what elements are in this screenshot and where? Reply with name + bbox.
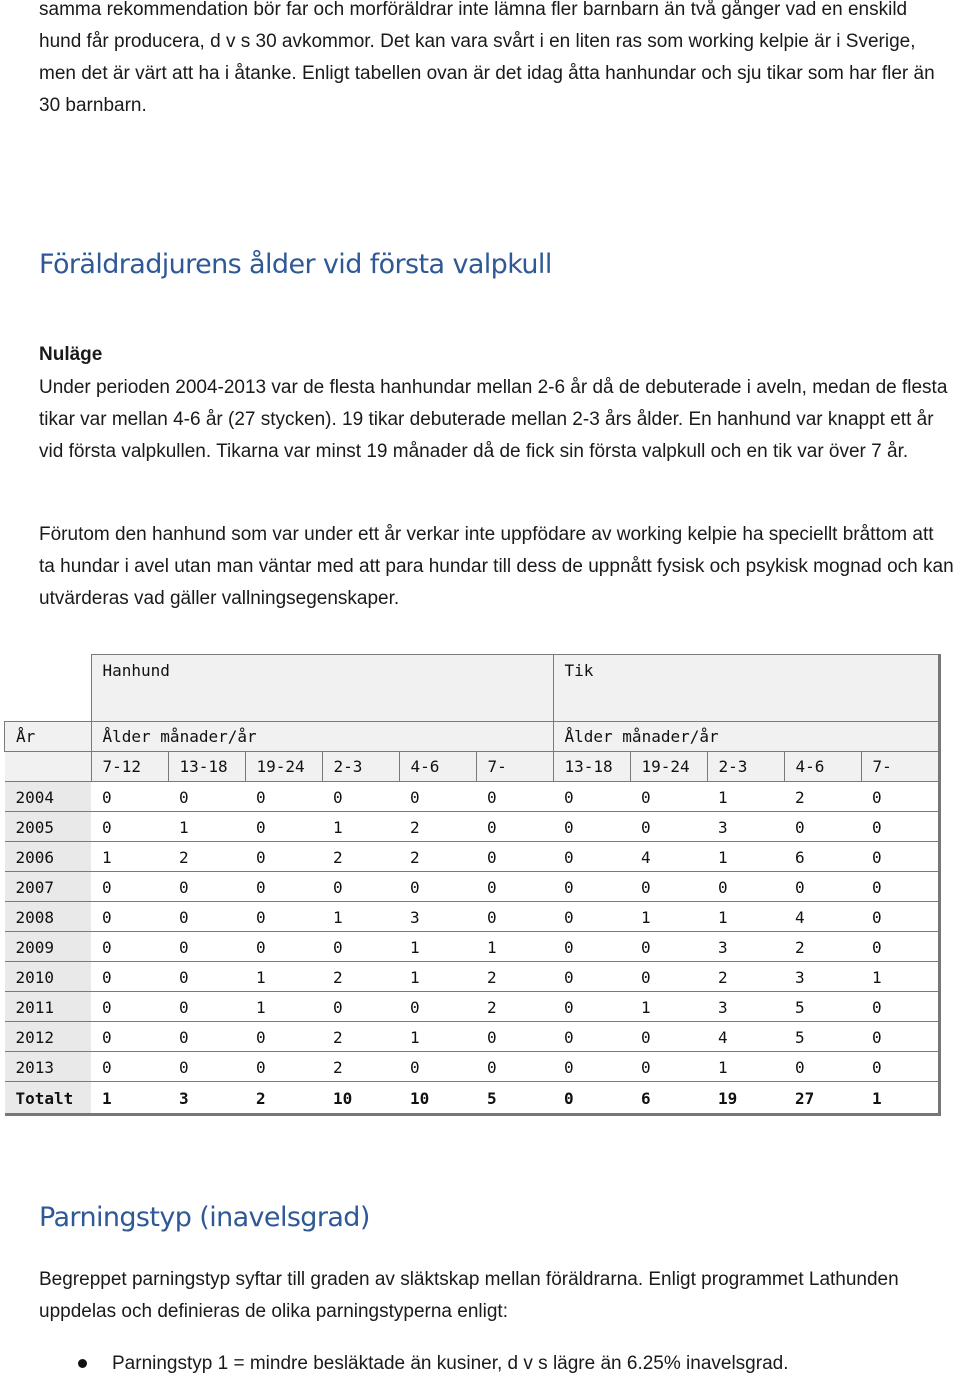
value-cell: 2	[168, 842, 245, 872]
total-cell: 27	[784, 1082, 861, 1115]
value-cell: 1	[707, 842, 784, 872]
value-cell: 1	[399, 1022, 476, 1052]
value-cell: 0	[784, 872, 861, 902]
section-heading-mating-type: Parningstyp (inavelsgrad)	[39, 1202, 370, 1233]
value-cell: 0	[399, 782, 476, 812]
value-cell: 0	[476, 1052, 553, 1082]
age-at-first-litter-table	[4, 654, 941, 1116]
value-cell: 2	[784, 932, 861, 962]
value-cell: 3	[707, 812, 784, 842]
value-cell: 0	[630, 812, 707, 842]
value-cell: 0	[245, 1022, 322, 1052]
value-cell: 0	[91, 1052, 168, 1082]
tik-age-band: 4-6	[784, 752, 861, 782]
value-cell: 0	[476, 812, 553, 842]
year-cell: 2011	[5, 992, 92, 1022]
year-cell: 2007	[5, 872, 92, 902]
year-cell: 2013	[5, 1052, 92, 1082]
value-cell: 0	[553, 1052, 630, 1082]
value-cell: 0	[91, 932, 168, 962]
total-cell: 3	[168, 1082, 245, 1115]
section-heading-parent-age: Föräldradjurens ålder vid första valpkull	[39, 249, 552, 280]
value-cell: 4	[707, 1022, 784, 1052]
value-cell: 2	[399, 842, 476, 872]
tik-age-band: 19-24	[630, 752, 707, 782]
value-cell: 1	[399, 932, 476, 962]
value-cell: 0	[91, 902, 168, 932]
paragraph-breeding-maturity: Förutom den hanhund som var under ett år verkar inte uppfödare av working kelpie ha speciellt bråttom att ta hundar i avel utan man väntar med att para hundar till dess de uppnått fysisk och psykisk mognad och kan utvärderas vad gäller vallningsegenskaper.	[39, 524, 954, 609]
value-cell: 0	[861, 1022, 939, 1052]
value-cell: 0	[784, 812, 861, 842]
total-cell: 1	[91, 1082, 168, 1115]
value-cell: 1	[707, 902, 784, 932]
table-row	[5, 812, 940, 842]
value-cell: 1	[861, 962, 939, 992]
value-cell: 0	[91, 992, 168, 1022]
value-cell: 0	[553, 992, 630, 1022]
value-cell: 0	[553, 812, 630, 842]
tik-age-band: 13-18	[553, 752, 630, 782]
value-cell: 0	[476, 902, 553, 932]
value-cell: 0	[861, 902, 939, 932]
value-cell: 0	[476, 842, 553, 872]
value-cell: 0	[399, 1052, 476, 1082]
value-cell: 0	[476, 782, 553, 812]
value-cell: 0	[168, 782, 245, 812]
table-total-row	[5, 1082, 940, 1115]
value-cell: 0	[553, 842, 630, 872]
value-cell: 0	[553, 1022, 630, 1052]
value-cell: 0	[630, 932, 707, 962]
value-cell: 0	[553, 962, 630, 992]
value-cell: 0	[91, 812, 168, 842]
tik-age-band: 2-3	[707, 752, 784, 782]
value-cell: 0	[168, 1052, 245, 1082]
value-cell: 2	[322, 962, 399, 992]
intro-paragraph: samma rekommendation bör far och morföräldrar inte lämna fler barnbarn än två gånger vad en enskild hund får producera, d v s 30 avkommor. Det kan vara svårt i en liten ras som working kelpie är i Sverige, men det är värt att ha i åtanke. Enligt tabellen ovan är det idag åtta hanhundar och sju tikar som har fler än 30 barnbarn.	[39, 0, 935, 116]
value-cell: 0	[245, 1052, 322, 1082]
value-cell: 0	[168, 962, 245, 992]
table-row	[5, 1022, 940, 1052]
value-cell: 0	[630, 962, 707, 992]
value-cell: 0	[399, 992, 476, 1022]
table-group-header-row	[5, 655, 940, 722]
total-cell: 5	[476, 1082, 553, 1115]
value-cell: 1	[168, 812, 245, 842]
value-cell: 1	[399, 962, 476, 992]
year-cell: 2009	[5, 932, 92, 962]
value-cell: 0	[861, 932, 939, 962]
table-row	[5, 782, 940, 812]
value-cell: 5	[784, 1022, 861, 1052]
value-cell: 0	[630, 872, 707, 902]
hanhund-age-band: 4-6	[399, 752, 476, 782]
total-cell: 6	[630, 1082, 707, 1115]
year-cell: 2004	[5, 782, 92, 812]
list-item-text: Parningstyp 1 = mindre besläktade än kusiner, d v s lägre än 6.25% inavelsgrad.	[112, 1353, 789, 1374]
table-age-band-row	[5, 752, 940, 782]
value-cell: 0	[91, 1022, 168, 1052]
value-cell: 6	[784, 842, 861, 872]
value-cell: 3	[707, 992, 784, 1022]
year-cell: 2012	[5, 1022, 92, 1052]
value-cell: 5	[784, 992, 861, 1022]
value-cell: 0	[168, 932, 245, 962]
hanhund-age-band: 19-24	[245, 752, 322, 782]
value-cell: 2	[322, 842, 399, 872]
value-cell: 1	[630, 992, 707, 1022]
value-cell: 3	[707, 932, 784, 962]
value-cell: 0	[245, 902, 322, 932]
value-cell: 1	[707, 1052, 784, 1082]
table-row	[5, 932, 940, 962]
value-cell: 0	[245, 782, 322, 812]
value-cell: 2	[476, 962, 553, 992]
value-cell: 0	[168, 902, 245, 932]
total-cell: 2	[245, 1082, 322, 1115]
total-cell: 0	[553, 1082, 630, 1115]
value-cell: 1	[322, 902, 399, 932]
value-cell: 0	[861, 872, 939, 902]
value-cell: 0	[168, 872, 245, 902]
value-cell: 0	[245, 872, 322, 902]
value-cell: 0	[245, 812, 322, 842]
table-row	[5, 962, 940, 992]
value-cell: 3	[784, 962, 861, 992]
value-cell: 2	[476, 992, 553, 1022]
value-cell: 0	[630, 1022, 707, 1052]
hanhund-age-band: 2-3	[322, 752, 399, 782]
value-cell: 1	[245, 992, 322, 1022]
value-cell: 2	[784, 782, 861, 812]
table-row	[5, 1052, 940, 1082]
value-cell: 0	[476, 872, 553, 902]
value-cell: 0	[630, 782, 707, 812]
tik-age-band: 7-	[861, 752, 939, 782]
bullet-icon	[78, 1359, 87, 1368]
hanhund-age-label: Ålder månader/år	[91, 722, 553, 752]
table-age-label-row	[5, 722, 940, 752]
value-cell: 0	[553, 932, 630, 962]
value-cell: 0	[322, 782, 399, 812]
year-column-header: År	[5, 722, 92, 752]
value-cell: 0	[245, 842, 322, 872]
value-cell: 1	[245, 962, 322, 992]
year-cell: 2008	[5, 902, 92, 932]
value-cell: 4	[784, 902, 861, 932]
value-cell: 2	[322, 1022, 399, 1052]
value-cell: 3	[399, 902, 476, 932]
value-cell: 0	[630, 1052, 707, 1082]
value-cell: 1	[91, 842, 168, 872]
value-cell: 0	[861, 1052, 939, 1082]
hanhund-age-band: 7-12	[91, 752, 168, 782]
hanhund-age-band: 7-	[476, 752, 553, 782]
value-cell: 0	[168, 1022, 245, 1052]
value-cell: 0	[784, 1052, 861, 1082]
value-cell: 4	[630, 842, 707, 872]
total-label: Totalt	[5, 1082, 92, 1115]
value-cell: 0	[91, 962, 168, 992]
total-cell: 19	[707, 1082, 784, 1115]
hanhund-header: Hanhund	[91, 655, 553, 722]
total-cell: 10	[399, 1082, 476, 1115]
total-cell: 1	[861, 1082, 939, 1115]
tik-header: Tik	[553, 655, 939, 722]
value-cell: 0	[861, 812, 939, 842]
table-row	[5, 992, 940, 1022]
value-cell: 1	[707, 782, 784, 812]
year-cell: 2010	[5, 962, 92, 992]
value-cell: 0	[322, 992, 399, 1022]
value-cell: 0	[553, 872, 630, 902]
year-cell: 2006	[5, 842, 92, 872]
mating-type-list	[78, 1348, 789, 1380]
tik-age-label: Ålder månader/år	[553, 722, 939, 752]
table-row	[5, 902, 940, 932]
total-cell: 10	[322, 1082, 399, 1115]
year-cell: 2005	[5, 812, 92, 842]
value-cell: 0	[861, 782, 939, 812]
value-cell: 0	[553, 902, 630, 932]
list-item	[78, 1348, 789, 1380]
value-cell: 2	[399, 812, 476, 842]
value-cell: 2	[707, 962, 784, 992]
value-cell: 0	[322, 872, 399, 902]
value-cell: 0	[245, 932, 322, 962]
value-cell: 2	[322, 1052, 399, 1082]
value-cell: 0	[861, 992, 939, 1022]
value-cell: 1	[476, 932, 553, 962]
paragraph-mating-type: Begreppet parningstyp syftar till graden av släktskap mellan föräldrarna. Enligt programmet Lathunden uppdelas och definieras de olika parningstyperna enligt:	[39, 1269, 899, 1322]
value-cell: 1	[630, 902, 707, 932]
value-cell: 0	[861, 842, 939, 872]
table-row	[5, 872, 940, 902]
hanhund-age-band: 13-18	[168, 752, 245, 782]
value-cell: 0	[707, 872, 784, 902]
paragraph-current-state: Under perioden 2004-2013 var de flesta hanhundar mellan 2-6 år då de debuterade i aveln, medan de flesta tikar var mellan 4-6 år (27 stycken). 19 tikar debuterade mellan 2-3 års ålder. En hanhund var knappt ett år vid första valpkullen. Tikarna var minst 19 månader då de fick sin första valpkull och en tik var över 7 år.	[39, 377, 948, 462]
subheading-nulage: Nuläge	[39, 344, 103, 365]
value-cell: 1	[322, 812, 399, 842]
value-cell: 0	[91, 872, 168, 902]
value-cell: 0	[91, 782, 168, 812]
value-cell: 0	[553, 782, 630, 812]
value-cell: 0	[476, 1022, 553, 1052]
value-cell: 0	[168, 992, 245, 1022]
table-row	[5, 842, 940, 872]
value-cell: 0	[399, 872, 476, 902]
value-cell: 0	[322, 932, 399, 962]
